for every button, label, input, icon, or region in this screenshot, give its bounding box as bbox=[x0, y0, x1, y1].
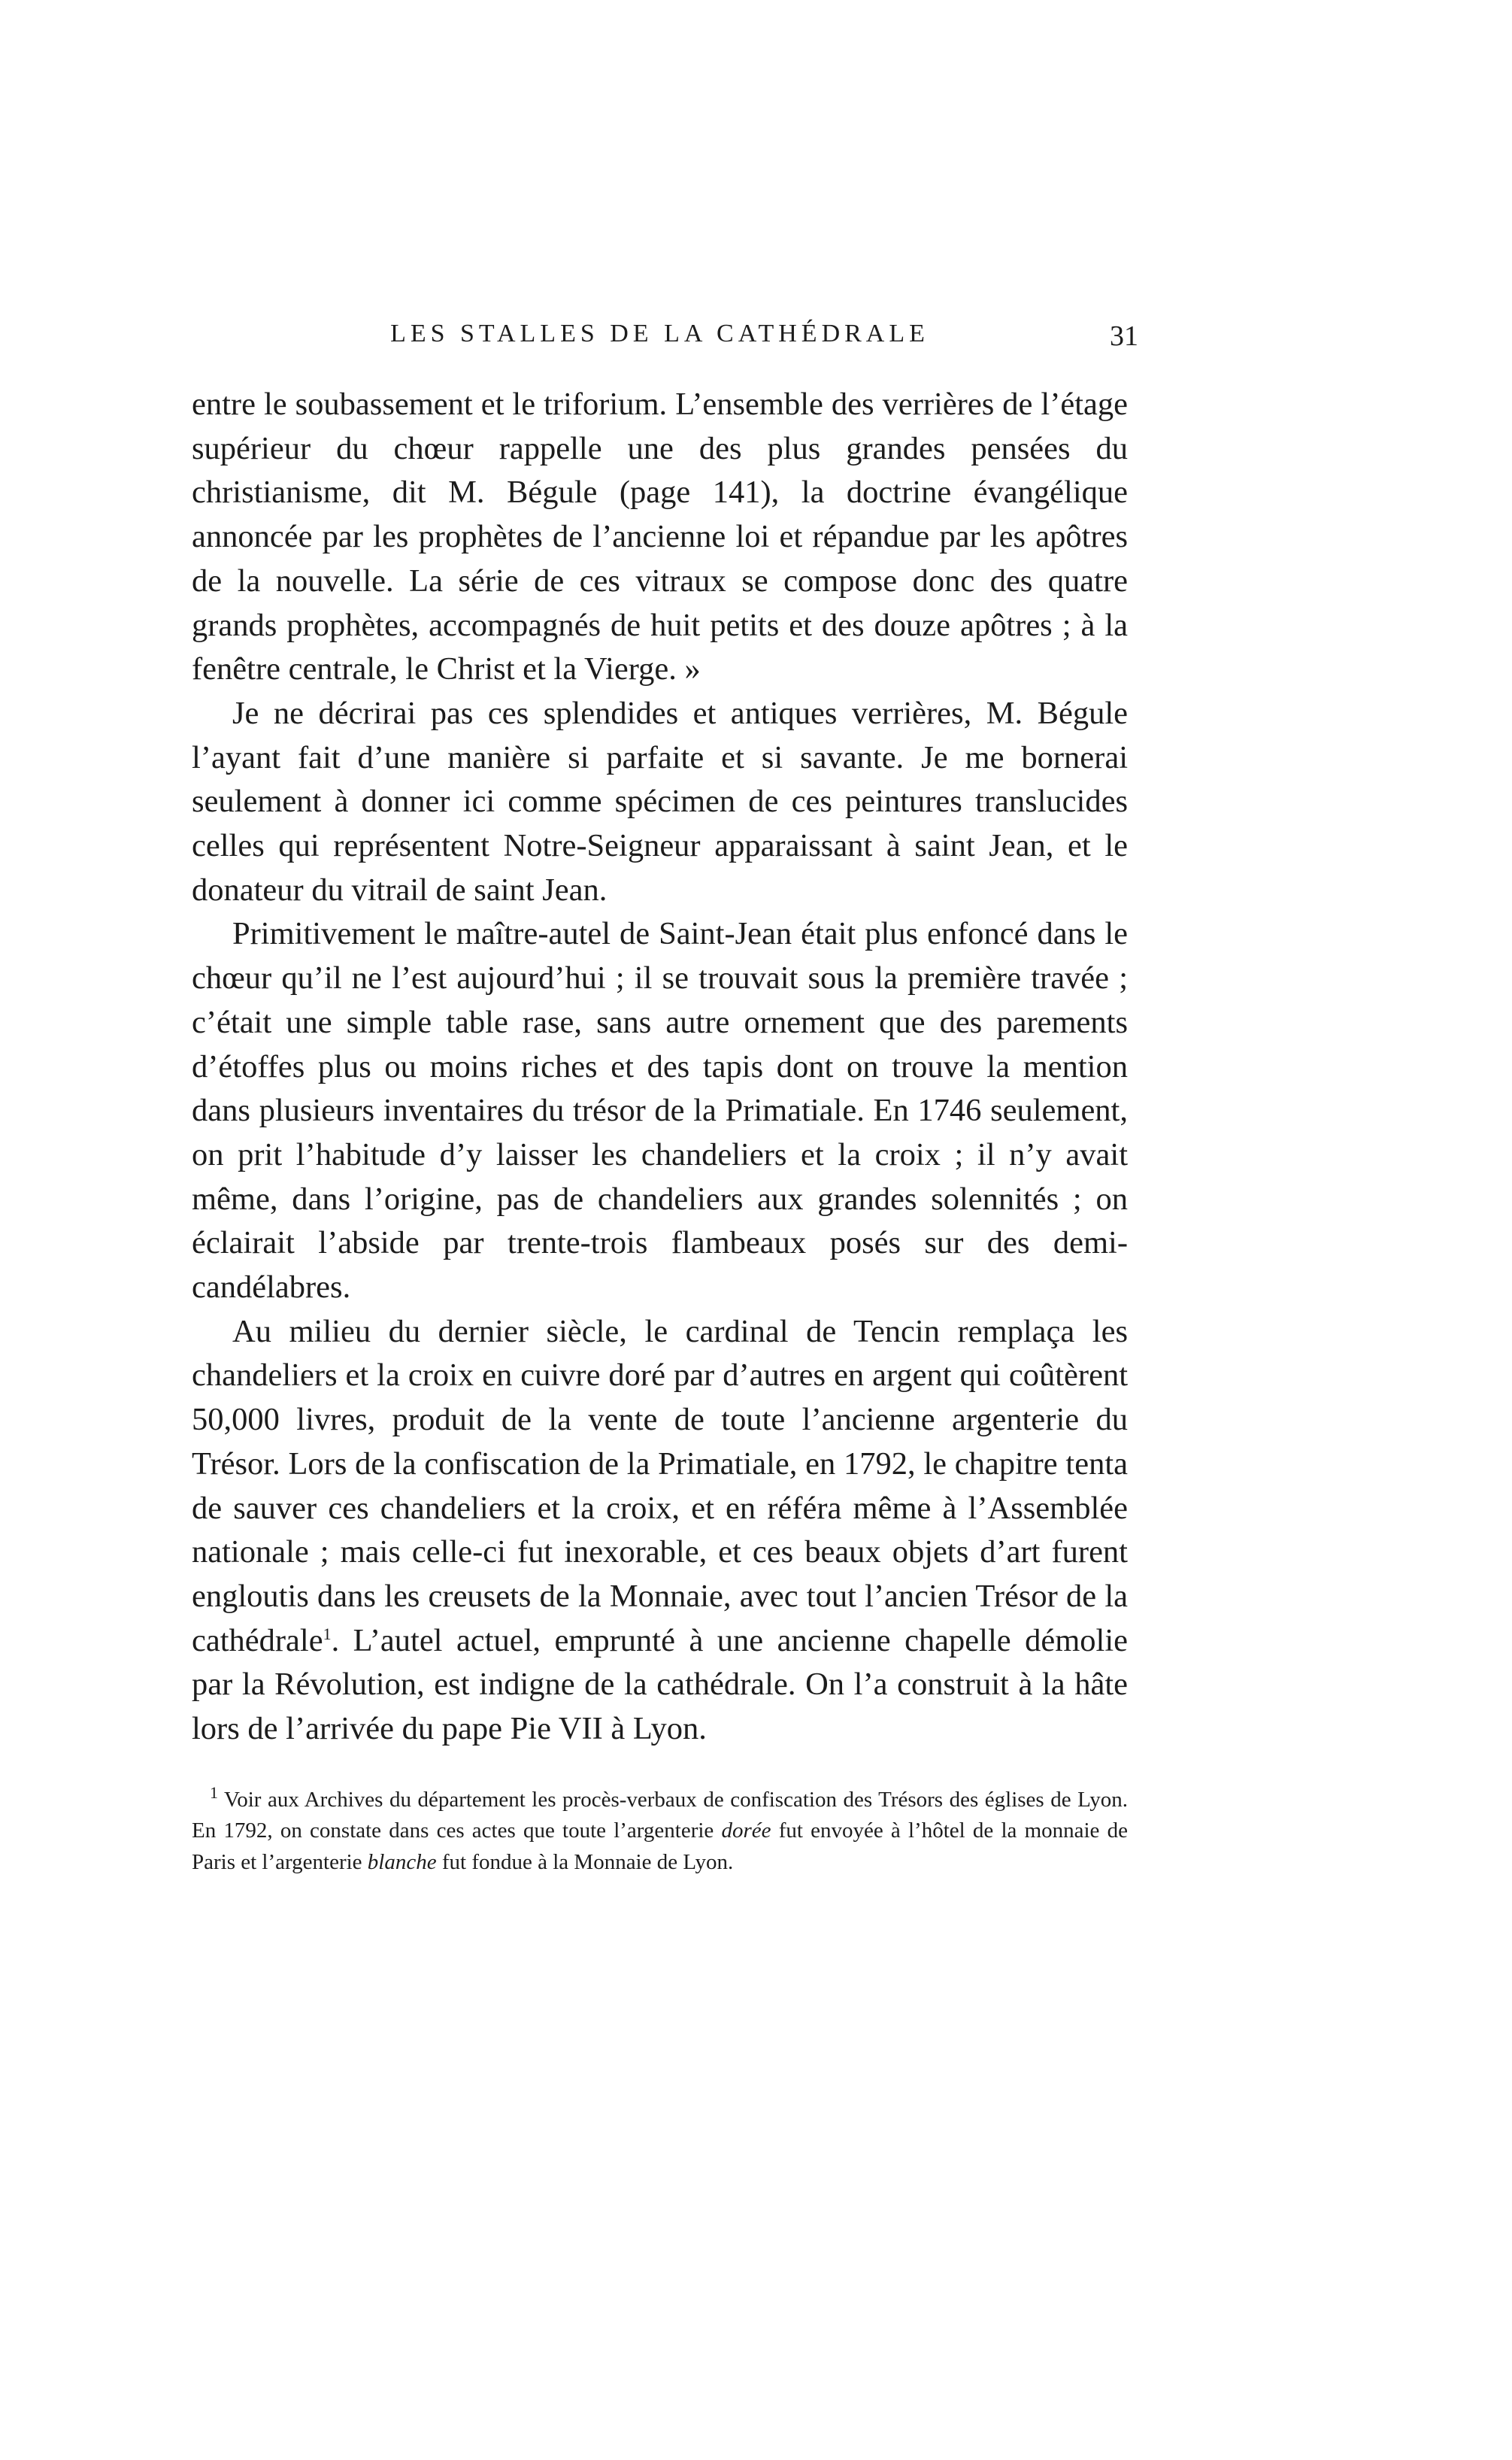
running-title: LES STALLES DE LA CATHÉDRALE bbox=[390, 320, 929, 347]
footnote-mark: 1 bbox=[210, 1783, 218, 1803]
footnote-italic-blanche: blanche bbox=[367, 1849, 437, 1874]
paragraph-3: Primitivement le maître-autel de Saint-Jean était plus enfoncé dans le chœur qu’il ne l’est aujourd’hui ; il se trouvait sous la première travée ; c’était une simple table rase, sans autre ornement que des parements d’étoffes plus ou moins riches et des tapis dont on trouve la mention dans plusieurs inventaires du trésor de la Primatiale. En 1746 seulement, on prit l’habitude d’y laisser les chandeliers et la croix ; il n’y avait même, dans l’origine, pas de chandeliers aux grandes solennités ; on éclairait l’abside par trente-trois flambeaux posés sur des demi-candélabres. bbox=[192, 916, 1128, 1306]
footnotes bbox=[192, 1785, 1128, 1879]
footnote-text-a: Voir aux Archives du département les procès-verbaux de confiscation des Trésors des églises de Lyon. En 1792, on constate dans ces actes que toute l’argenterie bbox=[192, 1787, 1128, 1843]
paragraph-1: entre le soubassement et le triforium. L’ensemble des verrières de l’étage supérieur du chœur rappelle une des plus grandes pensées du christianisme, dit M. Bégule (page 141), la doctrine évangélique annoncée par les prophètes de l’ancienne loi et répandue par les apôtres de la nouvelle. La série de ces vitraux se compose donc des quatre grands prophètes, accompagnés de huit petits et des douze apôtres ; à la fenêtre centrale, le Christ et la Vierge. » bbox=[192, 387, 1128, 687]
footnote-reference: 1 bbox=[323, 1624, 332, 1643]
paragraph-4-text-a: Au milieu du dernier siècle, le cardinal de Tencin remplaça les chandeliers et la croix en cuivre doré par d’autres en argent qui coûtèrent 50,000 livres, produit de la vente de toute l’ancienne argenterie du Trésor. Lors de la confiscation de la Primatiale, en 1792, le chapitre tenta de sauver ces chandeliers et la croix, et en référa même à l’Assemblée nationale ; mais celle-ci fut inexorable, et ces beaux objets d’art furent engloutis dans les creusets de la Monnaie, avec tout l’ancien Trésor de la cathédrale bbox=[192, 1313, 1128, 1658]
footnote-text-b: fut envoyée à l’hôtel de la monnaie de Paris et l’argenterie bbox=[192, 1818, 1128, 1874]
footnote-text-c: fut fondue à la Monnaie de Lyon. bbox=[436, 1849, 734, 1874]
footnote-italic-dorée: dorée bbox=[721, 1818, 771, 1843]
page-number: 31 bbox=[1110, 320, 1138, 352]
paragraph-4-text-b: . L’autel actuel, emprunté à une ancienne chapelle démolie par la Révolution, est indigne de la cathédrale. On l’a construit à la hâte lors de l’arrivée du pape Pie VII à Lyon. bbox=[192, 1622, 1128, 1747]
running-head bbox=[192, 320, 1138, 365]
paragraph-4 bbox=[192, 1310, 1128, 1752]
text-column bbox=[192, 320, 1138, 1878]
paragraph-2: Je ne décrirai pas ces splendides et antiques verrières, M. Bégule l’ayant fait d’une manière si parfaite et si savante. Je me bornerai seulement à donner ici comme spécimen de ces peintures translucides celles qui représentent Notre-Seigneur apparaissant à saint Jean, et le donateur du vitrail de saint Jean. bbox=[192, 695, 1128, 908]
footnote-1 bbox=[192, 1785, 1128, 1879]
